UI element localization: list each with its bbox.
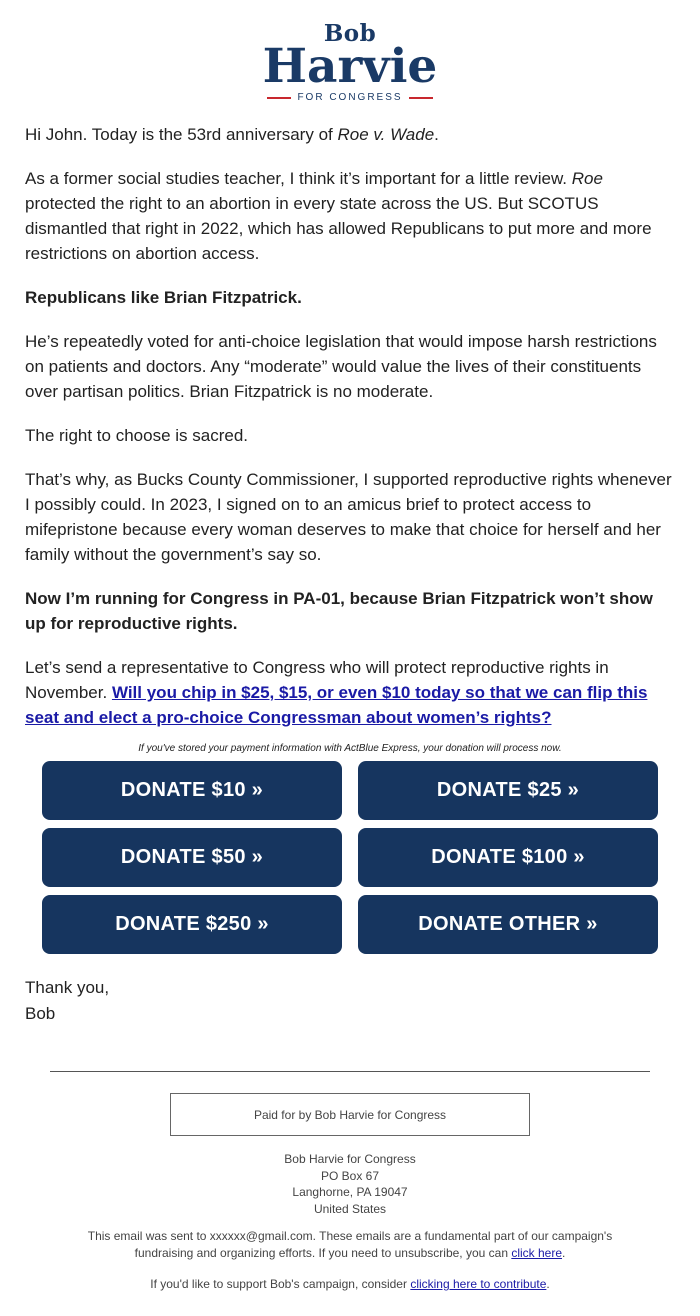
text: . [546,1277,550,1291]
donate-50-button[interactable]: DONATE $50 » [42,828,342,887]
text: . [434,125,439,144]
donate-other-button[interactable]: DONATE OTHER » [358,895,658,954]
text: protected the right to an abortion in every state across the US. But SCOTUS dismantled that right in 2022, which has allowed Republicans to put more and more restrictions on abortion access. [25,194,652,263]
text: Let’s send a representative to Congress who will protect reproductive rights in November. [25,658,609,702]
unsubscribe-link[interactable]: click here [511,1246,563,1260]
text: If you'd like to support Bob's campaign, consider [150,1277,411,1291]
donate-10-button[interactable]: DONATE $10 » [42,761,342,820]
paragraph-sacred: The right to choose is sacred. [25,426,249,445]
chip-in-link[interactable]: Will you chip in $25, $15, or even $10 today so that we can flip this seat and elect a pro-choice Congressman about women’s rights? [25,683,648,727]
actblue-express-note: If you've stored your payment information with ActBlue Express, your donation will process now. [138,743,562,754]
text: Hi John. Today is the 53rd anniversary of [25,125,338,144]
text: This email was sent to xxxxxx@gmail.com. These emails are a fundamental part of our campaign's fundraising and organizing efforts. If you need to unsubscribe, you can [87,1229,613,1260]
logo-rule-right [409,97,433,99]
support-note [0,1277,700,1291]
paragraph-greeting [25,122,675,147]
campaign-logo [0,22,700,104]
donate-25-button[interactable]: DONATE $25 » [358,761,658,820]
text: . [562,1246,566,1260]
paragraph-running: Now I’m running for Congress in PA-01, because Brian Fitzpatrick won’t show up for reproductive rights. [25,589,653,633]
logo-tagline-row [0,92,700,104]
paragraph-voting-record: He’s repeatedly voted for anti-choice legislation that would impose harsh restrictions on patients and doctors. Any “moderate” would value the lives of their constituents over partisan politics. Brian Fitzpatrick is no moderate. [25,332,657,401]
footer-divider [50,1071,650,1072]
logo-first-name: Bob [323,20,377,47]
paragraph-review [25,166,675,266]
unsubscribe-note [80,1228,620,1262]
italic-text: Roe [571,169,603,188]
paragraph-republicans: Republicans like Brian Fitzpatrick. [25,288,302,307]
donate-100-button[interactable]: DONATE $100 » [358,828,658,887]
address-line: Langhorne, PA 19047 [292,1185,408,1199]
donate-250-button[interactable]: DONATE $250 » [42,895,342,954]
signoff-name: Bob [25,1004,56,1023]
address-line: United States [313,1201,387,1216]
logo-last-name: Harvie [262,39,438,94]
paid-for-box: Paid for by Bob Harvie for Congress [170,1093,530,1136]
mailing-address [0,1151,700,1217]
signoff-thanks: Thank you, [25,978,110,997]
logo-rule-left [267,97,291,99]
text: As a former social studies teacher, I think it’s important for a little review. [25,169,572,188]
email-body [25,122,675,749]
signoff [25,975,109,1027]
italic-text: Roe v. Wade [337,125,435,144]
address-line: PO Box 67 [320,1168,380,1183]
paragraph-ask [25,655,675,730]
logo-tagline: FOR CONGRESS [297,92,403,103]
address-line: Bob Harvie for Congress [284,1152,416,1166]
contribute-link[interactable]: clicking here to contribute [410,1277,547,1291]
paragraph-commissioner: That’s why, as Bucks County Commissioner, I supported reproductive rights whenever I possibly could. In 2023, I signed on to an amicus brief to protect access to mifepristone because every woman deserves to make that choice for herself and her family without the government’s say so. [25,470,672,564]
